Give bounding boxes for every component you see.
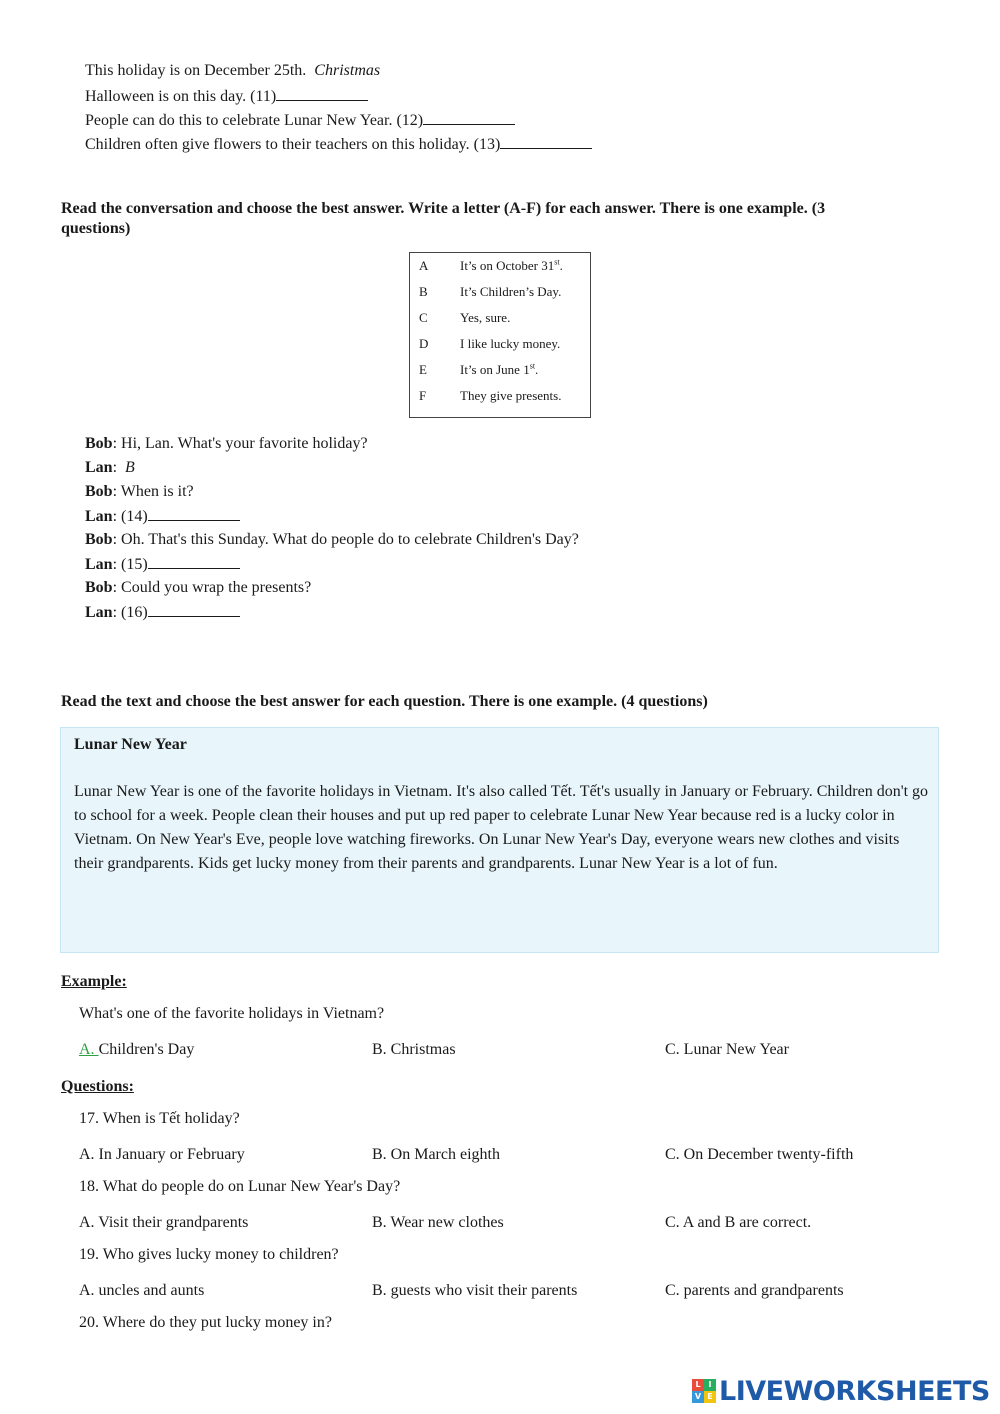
options-box (409, 252, 591, 418)
logo-mark-v: V (692, 1391, 704, 1403)
holiday-item-example (85, 61, 380, 81)
example-answer: Christmas (314, 62, 381, 79)
answer-blank-14[interactable] (148, 506, 240, 521)
dialogue-text: Could you wrap the presents? (117, 579, 312, 596)
choice-18-a[interactable]: A. Visit their grandparents (79, 1214, 249, 1231)
separator: : (112, 483, 118, 500)
dialogue-line (85, 458, 135, 478)
dialogue-text: (16) (117, 604, 148, 621)
separator: : (112, 531, 118, 548)
question-17: 17. When is Tết holiday? (79, 1110, 240, 1127)
example-answer: B (125, 459, 135, 476)
choice-19-a[interactable]: A. uncles and aunts (79, 1282, 205, 1299)
option-e (419, 362, 538, 378)
dialogue-line (85, 506, 240, 527)
choice-17-b[interactable]: B. On March eighth (372, 1146, 500, 1163)
dialogue-text: (15) (117, 556, 148, 573)
option-sup: st (554, 257, 560, 267)
option-end: . (559, 258, 563, 273)
option-d (419, 336, 560, 352)
option-b (419, 284, 561, 300)
separator: : (112, 435, 118, 452)
section2-heading-line2: questions) (61, 220, 131, 237)
option-letter: E (419, 362, 427, 377)
option-text: I like lucky money. (460, 336, 561, 351)
option-text: It’s Children’s Day. (460, 284, 562, 299)
option-f (419, 388, 561, 404)
example-selected-marker: A. (79, 1041, 99, 1058)
question-18: 18. What do people do on Lunar New Year's Day? (79, 1178, 401, 1195)
option-letter: D (419, 336, 429, 351)
option-letter: F (419, 388, 427, 403)
option-text: It’s on June 1 (460, 362, 530, 377)
option-text: Yes, sure. (460, 310, 511, 325)
option-c (419, 310, 510, 326)
question-20: 20. Where do they put lucky money in? (79, 1314, 332, 1331)
liveworksheets-logo (692, 1374, 990, 1408)
dialogue-text: Oh. That's this Sunday. What do people do to celebrate Children's Day? (117, 531, 579, 548)
dialogue-line (85, 554, 240, 575)
section3-heading: Read the text and choose the best answer for each question. There is one example. (4 questions) (61, 693, 708, 710)
reading-title: Lunar New Year (74, 736, 187, 753)
speaker: Bob (85, 435, 113, 452)
speaker: Lan (85, 556, 113, 573)
choice-17-c[interactable]: C. On December twenty-fifth (665, 1146, 854, 1163)
logo-text: LIVEWORKSHEETS (719, 1375, 990, 1407)
dialogue-line (85, 578, 311, 598)
choice-18-c[interactable]: C. A and B are correct. (665, 1214, 812, 1231)
reading-body: Lunar New Year is one of the favorite holidays in Vietnam. It's also called Tết. Tết's usually in January or February. Children don't go to school for a week. People clean their houses and put up red paper to celebrate Lunar New Year because red is a lucky color in Vietnam. On New Year's Eve, people love watching fireworks. On Lunar New Year's Day, everyone wears new clothes and visits their grandparents. Kids get lucky money from their parents and grandparents. Lunar New Year is a lot of fun. (74, 783, 929, 872)
answer-blank-11[interactable] (276, 86, 368, 101)
speaker: Bob (85, 483, 113, 500)
example-choice-c: C. Lunar New Year (665, 1041, 789, 1058)
speaker: Lan (85, 604, 113, 621)
answer-blank-13[interactable] (500, 134, 592, 149)
speaker: Lan (85, 508, 113, 525)
dialogue-line (85, 482, 194, 502)
example-choice-a (79, 1040, 194, 1060)
choice-19-b[interactable]: B. guests who visit their parents (372, 1282, 578, 1299)
section2-heading-line1: Read the conversation and choose the best answer. Write a letter (A-F) for each answer. There is one example. (3 (61, 200, 826, 217)
example-label: Example: (61, 973, 127, 990)
speaker: Lan (85, 459, 113, 476)
separator: : (112, 579, 118, 596)
option-text: It’s on October 31 (460, 258, 555, 273)
example-choice-a-text: Children's Day (98, 1041, 195, 1058)
answer-blank-15[interactable] (148, 554, 240, 569)
option-a (419, 258, 563, 274)
reading-passage (60, 727, 939, 953)
separator: : (112, 459, 118, 476)
choice-17-a[interactable]: A. In January or February (79, 1146, 245, 1163)
option-letter: C (419, 310, 428, 325)
choice-19-c[interactable]: C. parents and grandparents (665, 1282, 844, 1299)
dialogue-line (85, 434, 368, 454)
separator: : (112, 604, 118, 621)
dialogue-line (85, 530, 579, 550)
option-sup: st (529, 361, 536, 371)
holiday-item-text: Children often give flowers to their teachers on this holiday. (13) (85, 136, 501, 153)
questions-label: Questions: (61, 1078, 134, 1095)
speaker: Bob (85, 531, 113, 548)
dialogue-text: (14) (117, 508, 148, 525)
option-end: . (535, 362, 539, 377)
example-question: What's one of the favorite holidays in Vietnam? (79, 1005, 385, 1022)
option-letter: B (419, 284, 428, 299)
answer-blank-16[interactable] (148, 602, 240, 617)
example-choice-b: B. Christmas (372, 1041, 456, 1058)
question-19: 19. Who gives lucky money to children? (79, 1246, 339, 1263)
separator: : (112, 556, 118, 573)
logo-mark-icon (692, 1379, 716, 1403)
option-letter: A (419, 258, 429, 273)
dialogue-text: When is it? (117, 483, 194, 500)
holiday-item-13 (85, 134, 592, 155)
holiday-item-11 (85, 86, 368, 107)
section2-heading (61, 199, 931, 239)
option-text: They give presents. (460, 388, 562, 403)
dialogue-text: Hi, Lan. What's your favorite holiday? (117, 435, 368, 452)
speaker: Bob (85, 579, 113, 596)
logo-mark-i: I (704, 1379, 716, 1391)
logo-mark-e: E (704, 1391, 716, 1403)
logo-mark-l: L (692, 1379, 704, 1391)
answer-blank-12[interactable] (423, 110, 515, 125)
holiday-item-12 (85, 110, 515, 131)
dialogue-line (85, 602, 240, 623)
separator: : (112, 508, 118, 525)
choice-18-b[interactable]: B. Wear new clothes (372, 1214, 504, 1231)
holiday-item-text: People can do this to celebrate Lunar New Year. (12) (85, 112, 424, 129)
holiday-item-text: This holiday is on December 25th. (85, 62, 307, 79)
holiday-item-text: Halloween is on this day. (11) (85, 88, 277, 105)
